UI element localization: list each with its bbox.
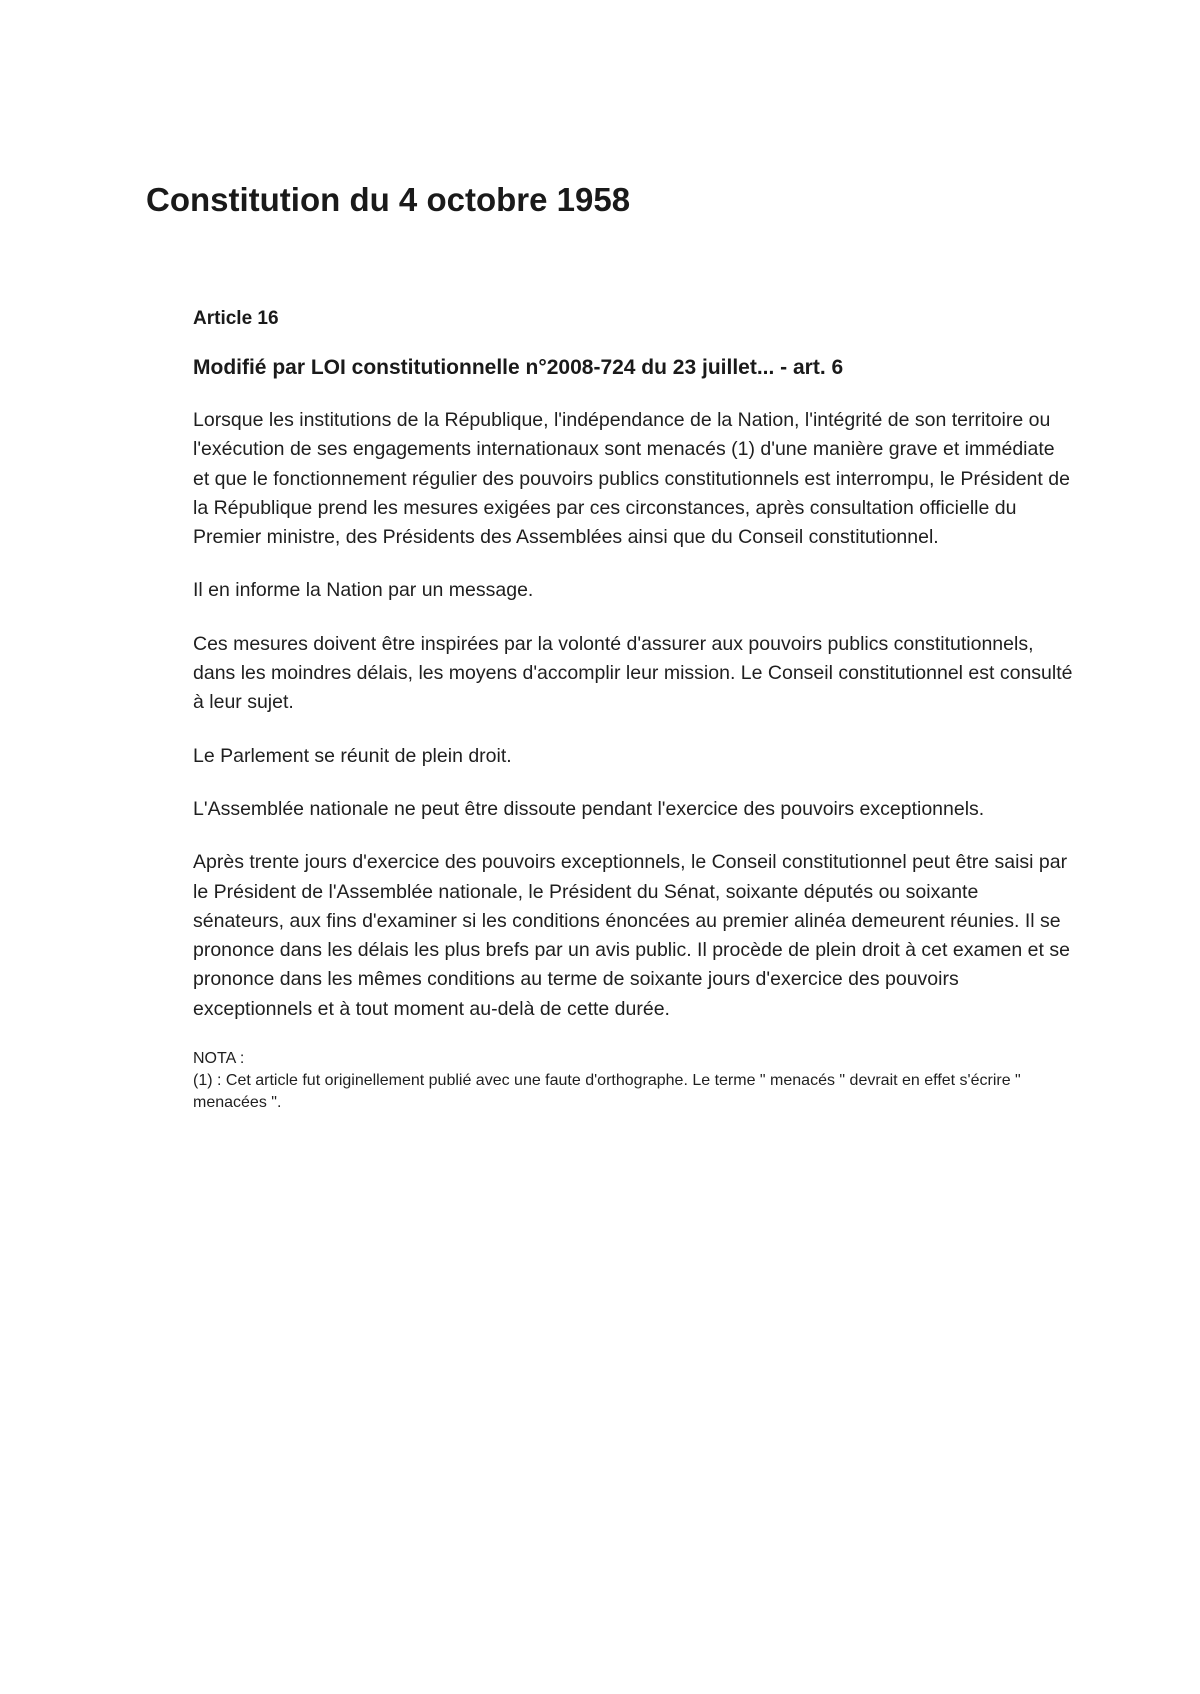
article-paragraph-5: L'Assemblée nationale ne peut être dissoute pendant l'exercice des pouvoirs exceptionnels. [193, 797, 985, 820]
article-amendment-reference: Modifié par LOI constitutionnelle n°2008-724 du 23 juillet... - art. 6 [193, 356, 844, 379]
article-number: Article 16 [193, 308, 279, 329]
document-title: Constitution du 4 octobre 1958 [146, 181, 631, 218]
article-paragraph-3: Ces mesures doivent être inspirées par la volonté d'assurer aux pouvoirs publics constitutionnels, dans les moindres délais, les moyens d'accomplir leur mission. Le Conseil constitutionnel est consulté à leur sujet. [193, 632, 1073, 714]
article-section [193, 307, 1073, 1114]
nota-label: NOTA : [193, 1050, 245, 1068]
article-paragraph-4: Le Parlement se réunit de plein droit. [193, 744, 512, 767]
nota-text: (1) : Cet article fut originellement publié avec une faute d'orthographe. Le terme " menacés " devrait en effet s'écrire " menacées ". [193, 1072, 1021, 1112]
article-paragraph-6: Après trente jours d'exercice des pouvoirs exceptionnels, le Conseil constitutionnel peut être saisi par le Président de l'Assemblée nationale, le Président du Sénat, soixante députés ou soixante sénateurs, aux fins d'examiner si les conditions énoncées au premier alinéa demeurent réunies. Il se prononce dans les délais les plus brefs par un avis public. Il procède de plein droit à cet examen et se prononce dans les mêmes conditions au terme de soixante jours d'exercice des pouvoirs exceptionnels et à tout moment au-delà de cette durée. [193, 851, 1070, 1020]
article-paragraph-1: Lorsque les institutions de la République, l'indépendance de la Nation, l'intégrité de son territoire ou l'exécution de ses engagements internationaux sont menacés (1) d'une manière grave et immédiate et que le fonctionnement régulier des pouvoirs publics constitutionnels est interrompu, le Président de la République prend les mesures exigées par ces circonstances, après consultation officielle du Premier ministre, des Présidents des Assemblées ainsi que du Conseil constitutionnel. [193, 409, 1070, 549]
article-paragraph-2: Il en informe la Nation par un message. [193, 579, 534, 602]
nota-block [193, 1048, 1073, 1114]
